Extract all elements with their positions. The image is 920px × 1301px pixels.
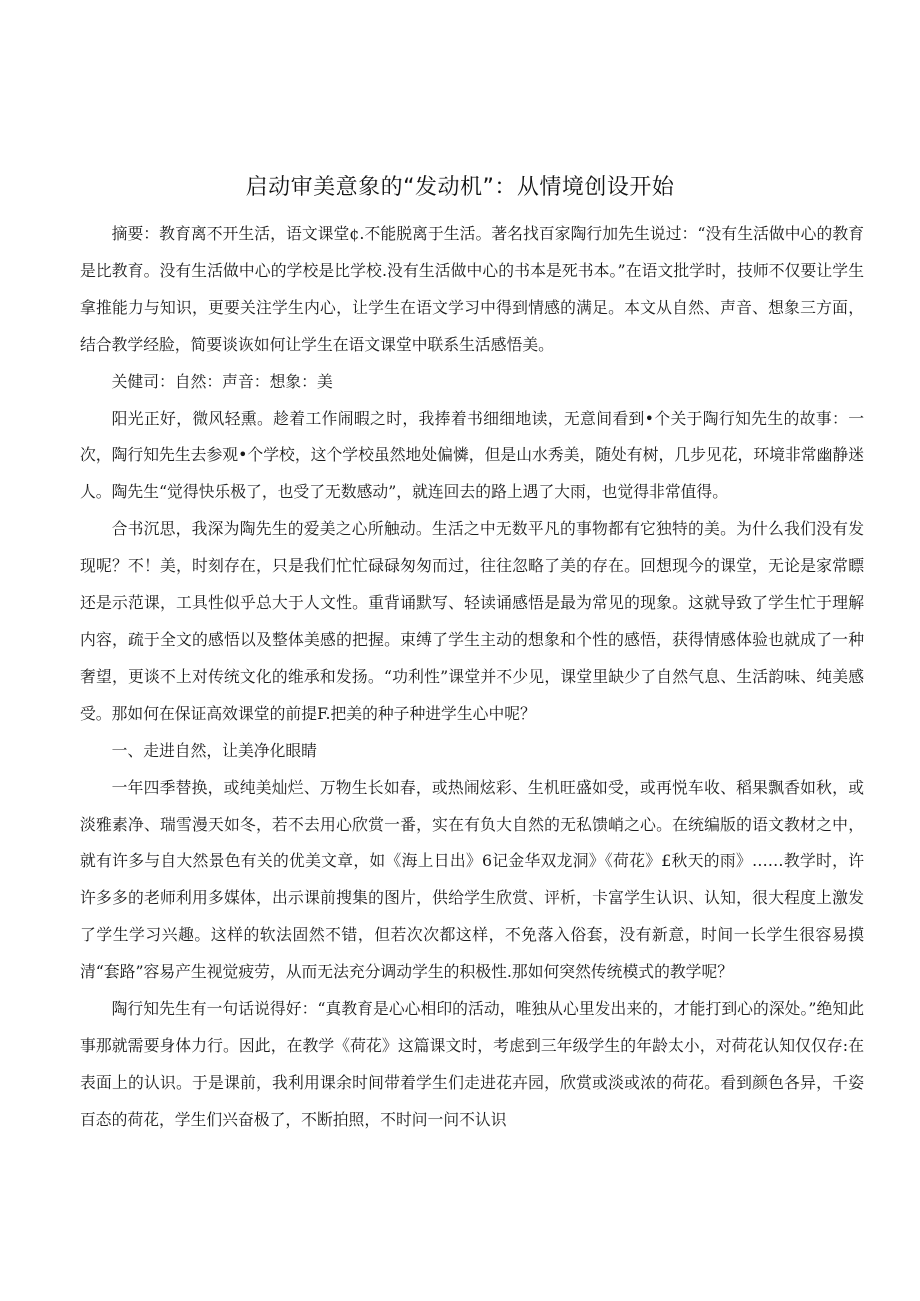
body-paragraph: 阳光正好，微风轻熏。趁着工作闹暇之时，我捧着书细细地读，无意间看到•个关于陶行知先生的故事：一次，陶行知先生去参观•个学校，这个学校虽然地处偏憐，但是山水秀美，随处有树，几步见花，环境非常幽静迷人。陶先生“觉得快乐极了，也受了无数感动”，就连回去的路上遇了大雨，也觉得非常值得。 xyxy=(80,408,864,502)
section-heading: 一、走进自然，让美净化眼睛 xyxy=(111,740,317,760)
body-paragraph: 陶行知先生有一句话说得好：“真教育是心心相印的活动，唯独从心里发出来的，才能打到心的深处。”绝知此事那就需要身体力行。因此，在教学《荷花》这篇课文时，考虑到三年级学生的年龄太小，对荷花认知仅仅存:在表面上的认识。于是课前，我利用课余时间带着学生们走进花卉园，欣赏或淡或浓的荷花。看到颜色各异，千姿百态的荷花，学生们兴奋极了，不断拍照，不时问一问不认识 xyxy=(80,999,864,1129)
document-body xyxy=(80,216,864,1139)
keywords-line: 关健司：自然：声音：想象：美 xyxy=(111,371,333,391)
body-paragraph: 一年四季替换，或纯美灿烂、万物生长如春，或热闹炫彩、生机旺盛如受，或再悦车收、稻果飘香如秋，或淡雅素净、瑞雪漫天如冬，若不去用心欣赏一番，实在有负大自然的无私馈峭之心。在统编版的语文教材之中，就有许多与自大然景色有关的优美文章，如《海上日出》6记金华双龙洞》《荷花》£秋天的雨》……教学时，许许多多的老师利用多媒体，出示课前搜集的图片，供给学生欣赏、评析，卡富学生认识、认知，很大程度上激发了学生学习兴趣。这样的软法固然不错，但若次次都这样，不免落入俗套，没有新意，时间一长学生很容易摸清“套路”容易产生视觉疲劳，从而无法充分调动学生的积极性.那如何突然传统模式的教学呢？ xyxy=(80,777,864,982)
abstract-paragraph: 摘要：教育离不开生活，语文课堂¢.不能脱离于生活。著名找百家陶行加先生说过：“没有生活做中心的教育是比教育。没有生活做中心的学校是比学校.没有生活做中心的书本是死书本。”在语文批学时，技师不仅要让学生拿推能力与知识，更要关注学生内心，让学生在语文学习中得到情感的满足。本文从自然、声音、想象三方面，结合教学经脸，简要谈诙如何让学生在语文课堂中联系生活感悟美。 xyxy=(80,224,864,354)
document-title: 启动审美意象的“发动机”：从情境创设开始 xyxy=(245,175,675,200)
body-paragraph: 合书沉思，我深为陶先生的爱美之心所触动。生活之中无数平凡的事物都有它独特的美。为什么我们没有发现呢？不！美，时刻存在，只是我们忙忙碌碌匆匆而过，往往忽略了美的存在。回想现今的课堂，无论是家常瞟还是示范课，工具性似乎总大于人文性。重背诵默写、轻读诵感悟是最为常见的现象。这就导致了学生忙于理解内容，疏于全文的感悟以及整体美感的把握。束缚了学生主动的想象和个性的感悟，获得情感体验也就成了一种奢望，更谈不上对传统文化的维承和发扬。“功利性”课堂并不少见，课堂里缺少了自然气息、生活韵味、纯美感受。那如何在保证高效课堂的前提F.把美的种子种进学生心中呢？ xyxy=(80,519,864,723)
